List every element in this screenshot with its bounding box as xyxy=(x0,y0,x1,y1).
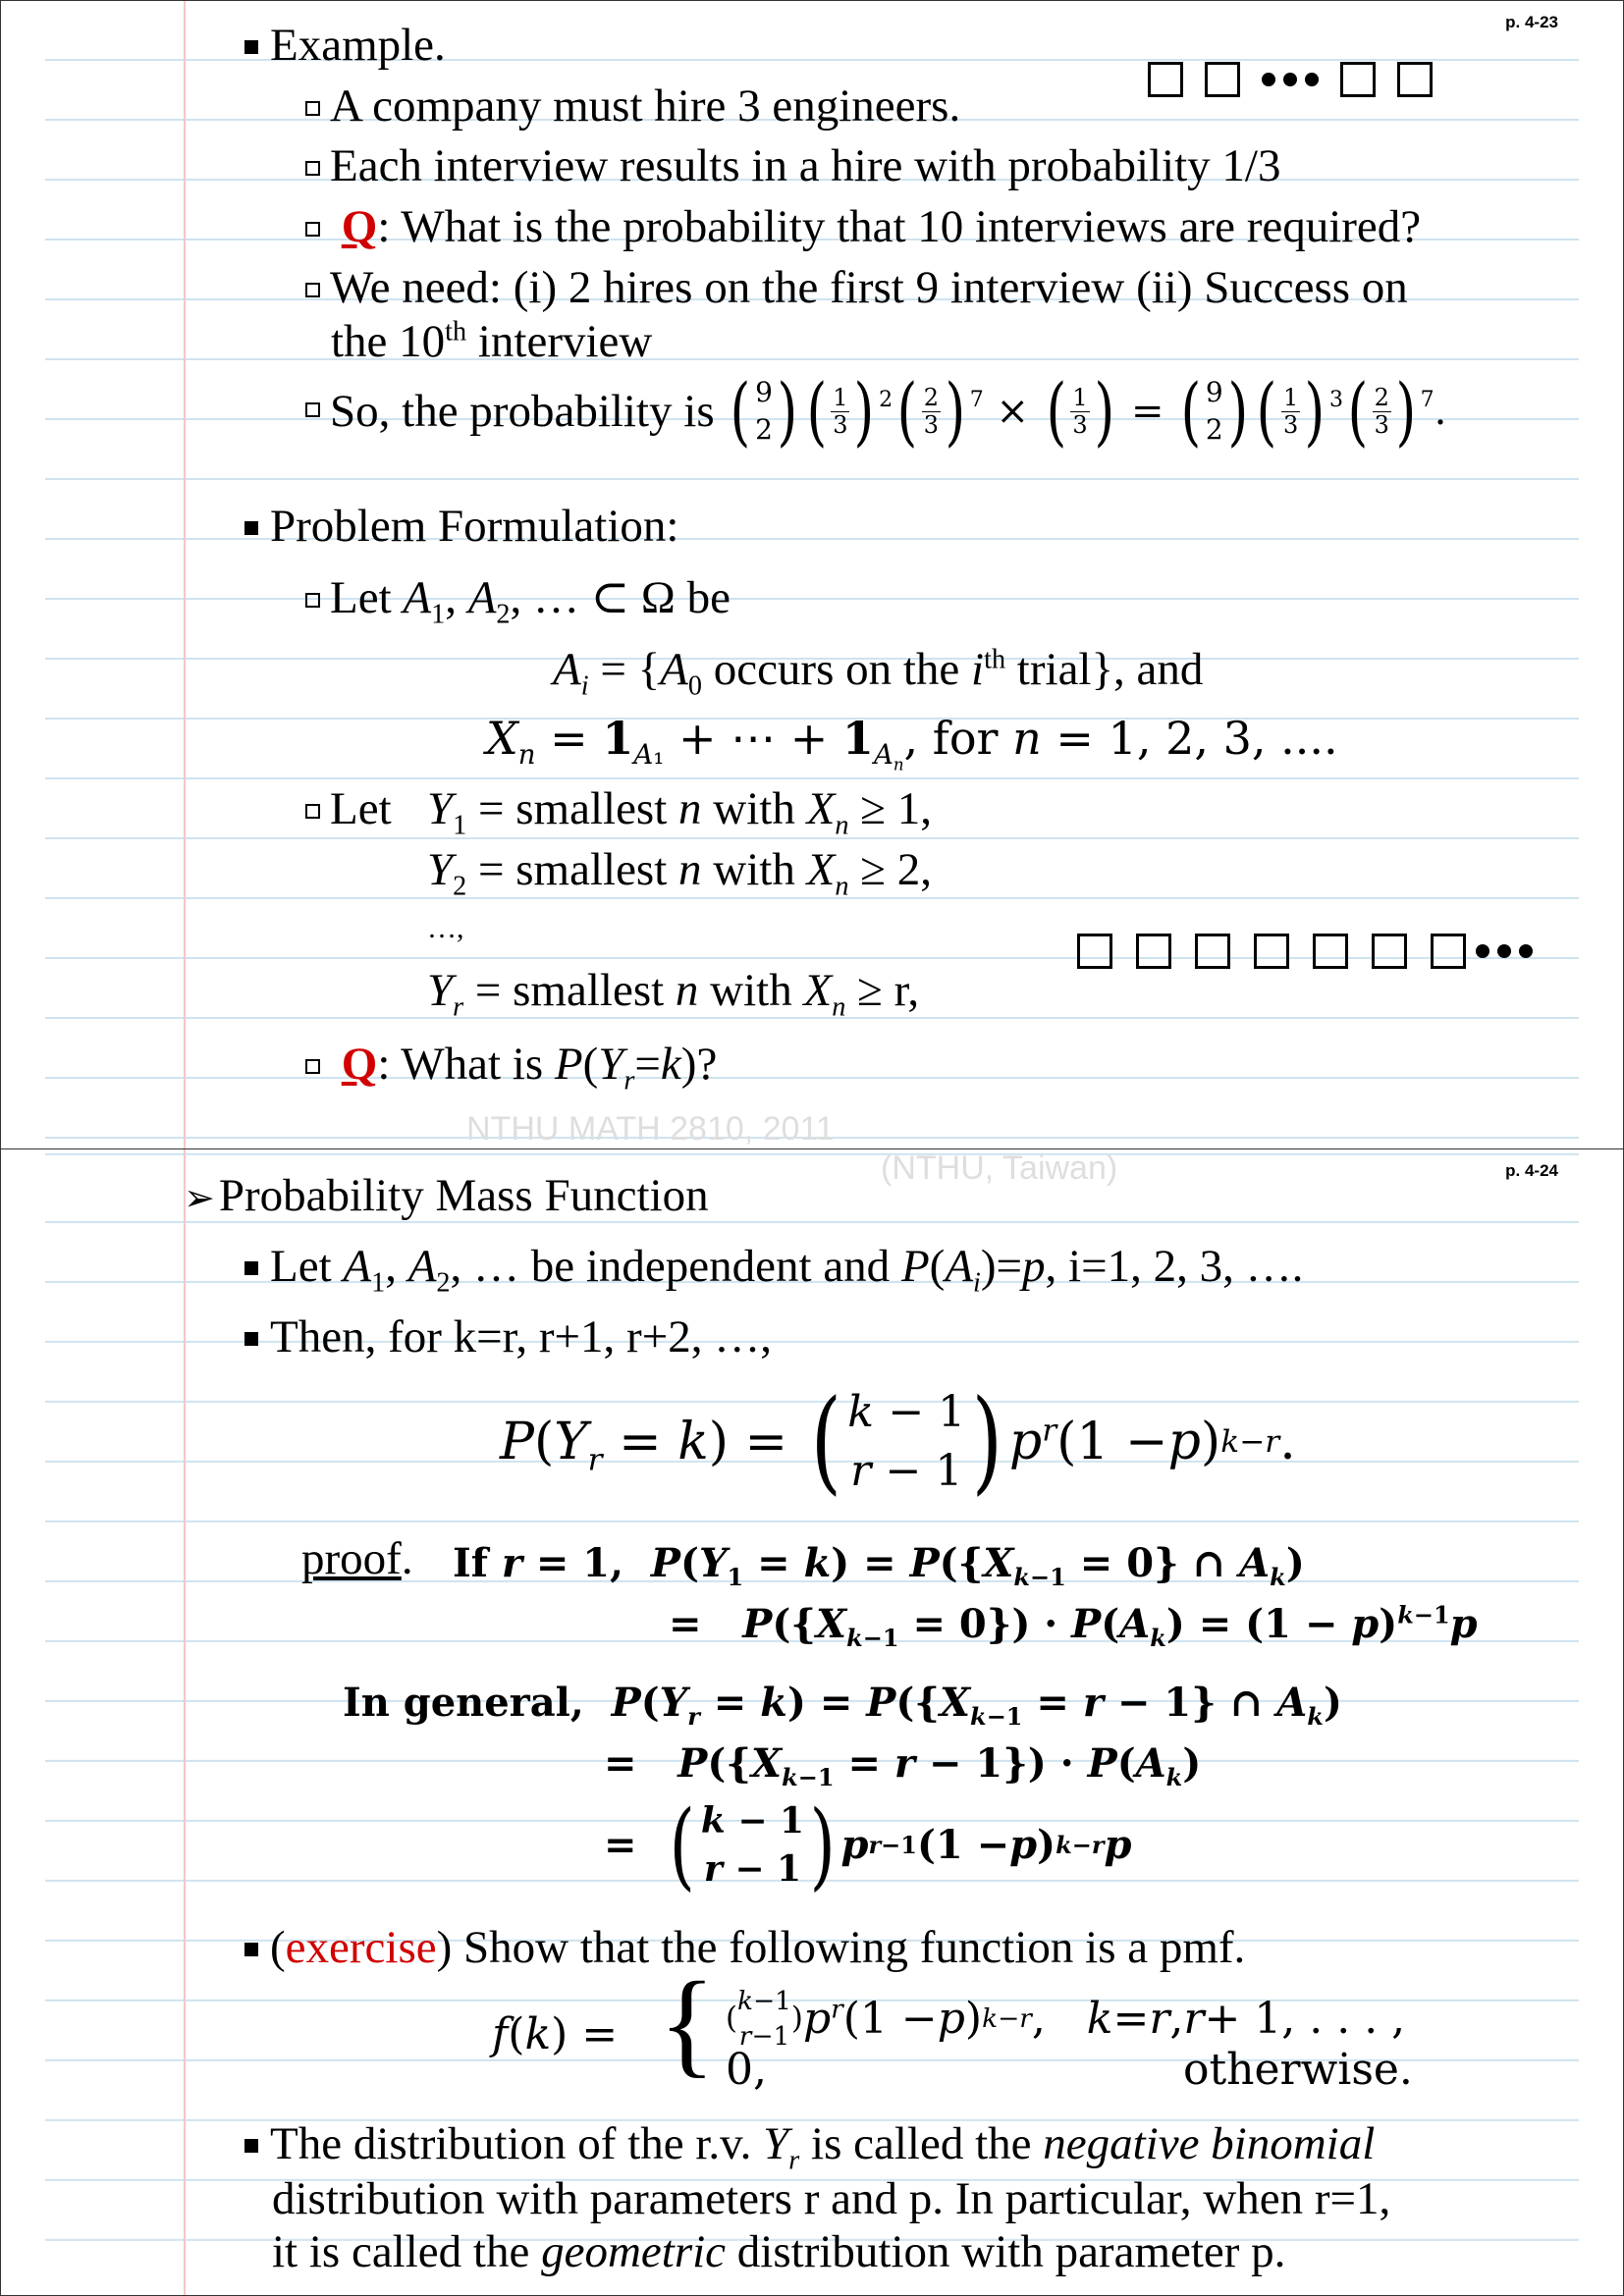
proof-case-r1-step: = $P(\{X_{k-1} = 0\}) \cdot P(A_k) = (1 - p)^{k-1}p$ xyxy=(669,1600,1478,1652)
range-line: Then, for k=r, r+1, r+2, …, xyxy=(244,1314,772,1361)
item-question: Q: What is the probability that 10 interviews are required? xyxy=(305,204,1421,250)
empty-box-icon xyxy=(1254,934,1289,969)
empty-box-icon xyxy=(1195,934,1230,969)
item-question-2: Q: What is $P(Y_r=k)$? xyxy=(305,1041,717,1088)
dot-icon xyxy=(1283,73,1297,86)
margin-rule xyxy=(184,1,186,1149)
y1-definition: $Y_1$ = smallest n with $X_n \ge 1$, xyxy=(427,783,932,841)
xn-definition: $X_n = 1_{A_1}$ + ⋯ + $1_{A_n}$, for n = 1, 2, 3, .... xyxy=(486,712,1338,774)
let-y-label: Let xyxy=(305,786,392,832)
let-events: Let $A_1$, $A_2$, … ⊂ Ω be xyxy=(305,575,731,621)
distribution-line-2: distribution with parameters r and p. In particular, when r=1, xyxy=(272,2173,1391,2224)
bullet-icon xyxy=(244,2139,258,2153)
proof-general: In general, $P(Y_r = k) = P(\{X_{k-1} = r - 1\}$ ∩ $A_k$) xyxy=(343,1680,1342,1731)
square-bullet-icon xyxy=(305,402,320,417)
empty-box-icon xyxy=(1372,934,1407,969)
square-bullet-icon xyxy=(305,804,320,819)
bullet-icon xyxy=(244,521,258,535)
pmf-formula: P ( $Y_r$ = k ) = ( k − 1 r − 1 ) $p^r$ (1 − p ) k−r . xyxy=(500,1375,1296,1507)
empty-box-icon xyxy=(1148,62,1183,97)
bullet-icon xyxy=(244,40,258,54)
box-sequence-short xyxy=(1148,62,1454,97)
item-probability: Each interview results in a hire with probability 1/3 xyxy=(305,143,1280,189)
bullet-icon xyxy=(244,1332,258,1346)
dot-icon xyxy=(1305,73,1319,86)
watermark: (NTHU, Taiwan) xyxy=(881,1149,1118,1187)
proof-label: proof. xyxy=(301,1533,413,1584)
distribution-line-1: The distribution of the r.v. $Y_r$ is called the negative binomial xyxy=(244,2121,1375,2167)
square-bullet-icon xyxy=(305,1059,320,1074)
arrow-bullet-icon: ➢ xyxy=(184,1176,215,1219)
yr-definition: $Y_r$ = smallest n with $X_n \ge r$, xyxy=(427,965,920,1023)
page-number: p. 4-23 xyxy=(1505,13,1558,31)
example-heading: Example. xyxy=(244,23,446,69)
distribution-line-3: it is called the geometric distribution with parameter p. xyxy=(272,2226,1286,2277)
ai-definition: $A_i = \{A_0$ occurs on the $i^{th}$ trial}, and xyxy=(553,644,1204,702)
margin-mask xyxy=(1579,1,1623,1149)
empty-box-icon xyxy=(1431,934,1466,969)
item-need: We need: (i) 2 hires on the first 9 interview (ii) Success on xyxy=(305,265,1408,311)
proof-general-step1: = $P(\{X_{k-1} = r - 1\}) \cdot P(A_k)$ xyxy=(604,1740,1202,1791)
square-bullet-icon xyxy=(305,161,320,176)
margin-mask xyxy=(1,1149,45,2295)
square-bullet-icon xyxy=(305,101,320,116)
probability-expression: ( 9 2 ) ( $\frac{1}{3}$ ) 2 ( $\frac{2}{3}$ ) 7 × ( $\frac{1}{3}$ ) = ( 9 2 ) ( $\frac{1}{3}$ ) 3 ( $\frac{2}{3}$ ) 7 . xyxy=(730,367,1447,454)
margin-mask xyxy=(1579,1149,1623,2295)
page-number: p. 4-24 xyxy=(1505,1161,1558,1180)
independence-line: Let $A_1$, $A_2$, … be independent and $P(A_i)=p$, i=1, 2, 3, …. xyxy=(244,1244,1303,1290)
formulation-heading: Problem Formulation: xyxy=(244,504,678,550)
pmf-case-1: ( k−1 r−1 ) $p^r$ (1 − p ) k−r , k = r , r + 1, . . . , xyxy=(726,1986,1406,2052)
bullet-icon xyxy=(244,1943,258,1956)
square-bullet-icon xyxy=(305,283,320,297)
exercise-line: (exercise) Show that the following function is a pmf. xyxy=(244,1925,1245,1971)
dot-icon xyxy=(1476,944,1489,958)
box-sequence-long xyxy=(1077,934,1541,969)
otherwise-label: otherwise. xyxy=(1183,2045,1413,2095)
proof-case-r1: If r = 1, $P(Y_1 = k) = P(\{X_{k-1} = 0\}$ ∩ $A_k$) xyxy=(453,1540,1305,1591)
empty-box-icon xyxy=(1397,62,1433,97)
left-brace-icon: { xyxy=(659,1957,716,2088)
empty-box-icon xyxy=(1077,934,1112,969)
proof-general-step2: = ( k − 1 r − 1 ) p r−1 (1 − p ) k−r p xyxy=(604,1789,1132,1900)
section-heading: ➢Probability Mass Function xyxy=(184,1170,709,1221)
item-need-cont: the 10th interview xyxy=(331,316,653,367)
square-bullet-icon xyxy=(305,593,320,608)
pmf-function-lhs: f(k) = xyxy=(492,2009,619,2059)
square-bullet-icon xyxy=(305,222,320,237)
pmf-case-2: 0, xyxy=(726,2045,767,2095)
empty-box-icon xyxy=(1313,934,1348,969)
y2-definition: $Y_2$ = smallest n with $X_n \ge 2$, xyxy=(427,844,932,902)
empty-box-icon xyxy=(1136,934,1171,969)
dot-icon xyxy=(1262,73,1275,86)
item-hire: A company must hire 3 engineers. xyxy=(305,83,960,130)
watermark: NTHU MATH 2810, 2011 xyxy=(466,1110,835,1148)
empty-box-icon xyxy=(1340,62,1376,97)
margin-mask xyxy=(1,1,45,1149)
dot-icon xyxy=(1497,944,1511,958)
bullet-icon xyxy=(244,1261,258,1275)
y-ellipsis: …, xyxy=(427,912,464,944)
margin-rule xyxy=(184,1149,186,2295)
slide-4-24 xyxy=(0,1148,1624,2296)
empty-box-icon xyxy=(1205,62,1240,97)
item-probability-formula: So, the probability is ( 9 2 ) ( $\frac{1}{3}$ ) 2 ( $\frac{2}{3}$ ) 7 × ( $\frac{1}{3}$ ) = ( 9 2 ) ( $\frac{1}{3}$ ) 3 ( $\frac{2}{3}$ ) 7 . xyxy=(305,374,1446,449)
dot-icon xyxy=(1519,944,1533,958)
